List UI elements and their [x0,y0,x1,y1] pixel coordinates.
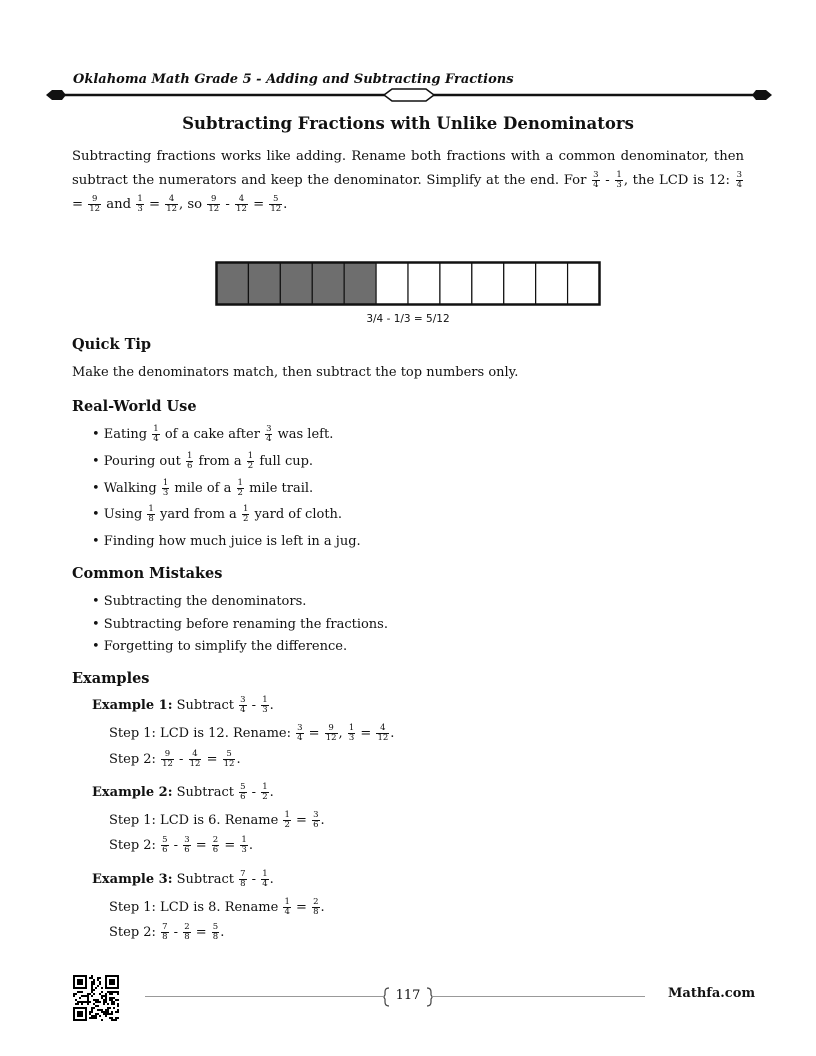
list-item: • Forgetting to simplify the difference. [92,639,348,654]
fraction: $\frac{2}{6}$ [212,835,219,855]
bar-cell-shaded [217,263,249,305]
quick-tip-text: Make the denominators match, then subtract the top numbers only. [72,365,519,380]
list-item: • Using $\frac{1}{8}$ yard from a $\frac{1}{2}$ yard of cloth. [92,504,343,524]
intro-text: , the LCD is 12: [623,173,730,188]
quick-tip-heading: Quick Tip [72,336,152,353]
fraction: $\frac{5}{6}$ [162,835,168,855]
common-mistakes-heading: Common Mistakes [72,565,223,582]
bar-cell-shaded [312,263,344,305]
real-world-heading: Real-World Use [72,398,197,415]
example-1-step-1: Step 1: LCD is 12. Rename: $\frac{3}{4}$ = $\frac{9}{12}$ , $\frac{1}{3}$ = $\frac{4}{12}$ . [109,723,395,743]
fraction: $\frac{1}{3}$ [241,835,247,855]
list-item: • Subtracting before renaming the fractions. [92,617,388,632]
equals-sign: = [253,197,265,212]
bar-cell [472,263,504,305]
bar-cell-shaded [280,263,312,305]
fraction: $\frac{2}{8}$ [184,922,190,942]
minus-sign: - [605,173,610,188]
fraction: $\frac{1}{2}$ [284,810,290,830]
fraction: $\frac{4}{12}$ [236,194,247,214]
fraction: $\frac{1}{4}$ [153,424,159,444]
fraction: $\frac{1}{2}$ [242,504,249,524]
fraction: $\frac{1}{4}$ [262,869,268,889]
fraction: $\frac{1}{4}$ [284,897,290,917]
fraction: $\frac{9}{12}$ [162,749,173,769]
fraction: $\frac{1}{3}$ [262,695,268,715]
running-header: Oklahoma Math Grade 5 - Adding and Subtracting Fractions [73,72,514,87]
fraction: $\frac{1}{2}$ [237,478,243,498]
list-item: • Eating $\frac{1}{4}$ of a cake after $\frac{3}{4}$ was left. [92,424,334,444]
example-1-step-2: Step 2: $\frac{9}{12}$ - $\frac{4}{12}$ = $\frac{5}{12}$ . [109,749,241,769]
fraction: $\frac{3}{4}$ [240,695,246,715]
qr-code-icon [73,975,119,1021]
list-item: • Walking $\frac{1}{3}$ mile of a $\frac{1}{2}$ mile trail. [92,478,314,498]
fraction: $\frac{1}{3}$ [348,723,355,743]
fraction: $\frac{1}{2}$ [247,451,254,471]
fraction: $\frac{4}{12}$ [166,194,178,214]
fraction-bar-model [215,261,601,306]
page-number: 117 [395,988,421,1003]
bar-cell-shaded [248,263,280,305]
bar-cell [408,263,440,305]
bar-cell [376,263,408,305]
fraction: $\frac{5}{6}$ [240,782,246,802]
fraction: $\frac{9}{12}$ [325,723,337,743]
fraction: $\frac{3}{6}$ [184,835,190,855]
page-title: Subtracting Fractions with Unlike Denominators [182,114,634,133]
fraction: $\frac{1}{2}$ [262,782,268,802]
fraction: $\frac{7}{8}$ [162,922,168,942]
intro-text: and [106,197,132,212]
fraction: $\frac{2}{8}$ [313,897,319,917]
bar-cell [568,263,600,305]
example-3-step-1: Step 1: LCD is 8. Rename $\frac{1}{4}$ = $\frac{2}{8}$ . [109,897,325,917]
fraction: $\frac{7}{8}$ [240,869,246,889]
intro-paragraph [72,145,744,217]
fraction: $\frac{1}{3}$ [162,478,169,498]
site-name: Mathfa.com [668,986,756,1001]
minus-sign: - [225,197,230,212]
example-1-title: Example 1: Subtract $\frac{3}{4}$ - $\frac{1}{3}$ . [92,695,274,715]
fraction: $\frac{3}{4}$ [736,170,743,190]
bar-cell [504,263,536,305]
bar-cell [440,263,472,305]
fraction: $\frac{3}{4}$ [297,723,303,743]
example-3-title: Example 3: Subtract $\frac{7}{8}$ - $\frac{1}{4}$ . [92,869,274,889]
example-2-step-1: Step 1: LCD is 6. Rename $\frac{1}{2}$ = $\frac{3}{6}$ . [109,810,325,830]
example-3-step-2: Step 2: $\frac{7}{8}$ - $\frac{2}{8}$ = $\frac{5}{8}$ . [109,922,225,942]
equals-sign: = [148,197,160,212]
fraction: $\frac{5}{12}$ [270,194,282,214]
bar-cell [536,263,568,305]
header-rule [46,88,772,102]
period: . [283,197,288,212]
fraction: $\frac{3}{6}$ [313,810,319,830]
fraction: $\frac{9}{12}$ [89,194,101,214]
fraction: $\frac{3}{4}$ [266,424,272,444]
fraction: $\frac{1}{8}$ [148,504,154,524]
intro-text: , so [179,197,203,212]
list-item: • Pouring out $\frac{1}{6}$ from a $\frac{1}{2}$ full cup. [92,451,314,471]
list-item: • Subtracting the denominators. [92,594,307,609]
bar-cell-shaded [344,263,376,305]
fraction: $\frac{4}{12}$ [377,723,389,743]
fraction: $\frac{3}{4}$ [593,170,599,190]
equals-sign: = [72,197,84,212]
example-2-title: Example 2: Subtract $\frac{5}{6}$ - $\frac{1}{2}$ . [92,782,274,802]
examples-heading: Examples [72,670,150,687]
fraction: $\frac{1}{3}$ [616,170,622,190]
intro-text: Subtracting fractions works like adding. Rename both fractions with a common denominator, then subtract the numerators and keep the denominator. Simplify at the end. For [72,149,744,188]
fraction: $\frac{1}{6}$ [186,451,193,471]
bar-caption: 3/4 - 1/3 = 5/12 [366,313,450,325]
fraction: $\frac{9}{12}$ [208,194,220,214]
fraction: $\frac{5}{12}$ [223,749,235,769]
list-item: • Finding how much juice is left in a jug. [92,534,361,549]
fraction: $\frac{4}{12}$ [189,749,201,769]
fraction: $\frac{1}{3}$ [137,194,143,214]
example-2-step-2: Step 2: $\frac{5}{6}$ - $\frac{3}{6}$ = $\frac{2}{6}$ = $\frac{1}{3}$ . [109,835,253,855]
fraction: $\frac{5}{8}$ [212,922,219,942]
